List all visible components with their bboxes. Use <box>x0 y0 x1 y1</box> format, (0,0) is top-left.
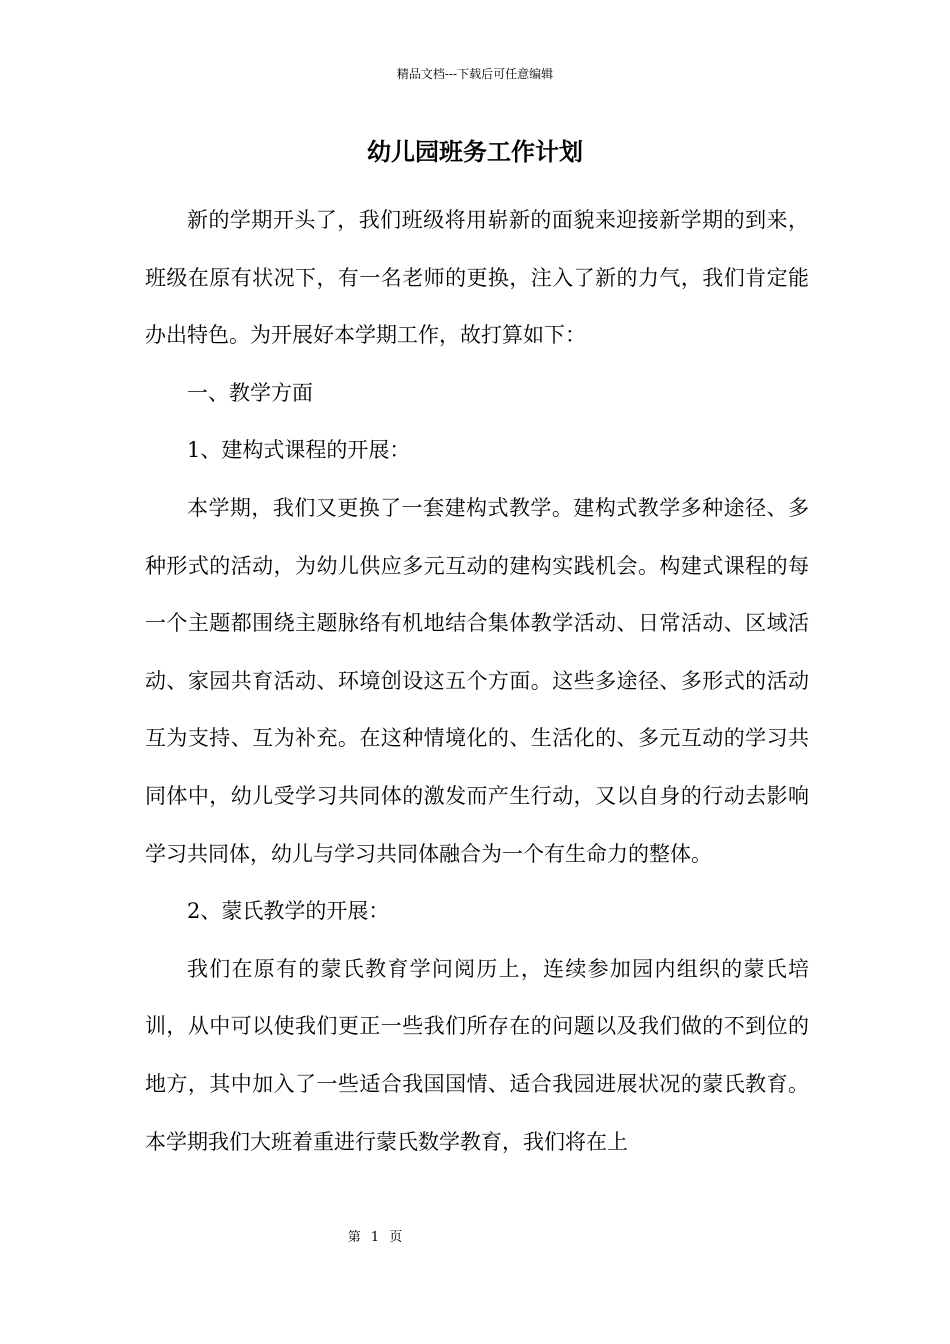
section-heading-teaching: 一、教学方面 <box>187 380 313 405</box>
page-header: 精品文档---下载后可任意编辑 <box>396 67 554 81</box>
page-number-suffix: 页 <box>389 1230 403 1245</box>
document-title: 幼儿园班务工作计划 <box>367 137 583 166</box>
paragraph-intro: 新的学期开头了，我们班级将用崭新的面貌来迎接新学期的到来，班级在原有状况下，有一名老师的更换，注入了新的力气，我们肯定能办出特色。为开展好本学期工作，故打算如下： <box>145 208 809 348</box>
subheading-montessori: 2、蒙氏教学的开展： <box>187 899 390 924</box>
page-footer <box>0 1229 750 1247</box>
paragraph-montessori: 我们在原有的蒙氏教育学问阅历上，连续参加园内组织的蒙氏培训，从中可以使我们更正一些我们所存在的问题以及我们做的不到位的地方，其中加入了一些适合我国国情、适合我园进展状况的蒙氏教育。本学期我们大班着重进行蒙氏数学教育，我们将在上 <box>145 956 809 1154</box>
subheading-constructive-curriculum: 1、建构式课程的开展： <box>187 438 411 463</box>
paragraph-constructive-curriculum: 本学期，我们又更换了一套建构式教学。建构式教学多种途径、多种形式的活动，为幼儿供应多元互动的建构实践机会。构建式课程的每一个主题都围绕主题脉络有机地结合集体教学活动、日常活动、区域活动、家园共育活动、环境创设这五个方面。这些多途径、多形式的活动互为支持、互为补充。在这种情境化的、生活化的、多元互动的学习共同体中，幼儿受学习共同体的激发而产生行动，又以自身的行动去影响学习共同体，幼儿与学习共同体融合为一个有生命力的整体。 <box>145 495 809 866</box>
document-body <box>145 192 809 1171</box>
page-number: 1 <box>370 1230 380 1245</box>
page-number-prefix: 第 <box>347 1230 361 1245</box>
